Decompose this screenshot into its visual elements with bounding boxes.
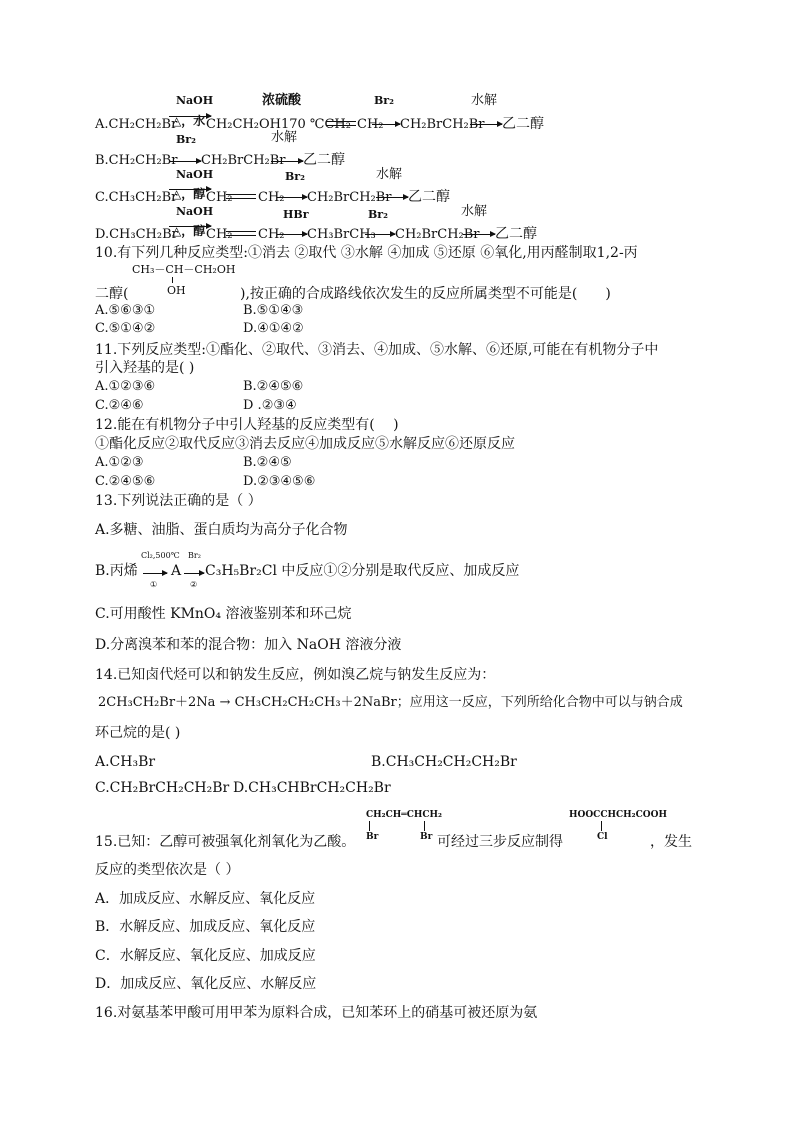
q9d-hydrolysis: 水解: [461, 204, 488, 219]
q9c-mid: CH₂: [206, 190, 233, 205]
q15-reactant-bond1: [369, 821, 370, 831]
q10-option-d: D.④①④②: [243, 321, 304, 336]
q9c-label: C.CH₃CH₂Br: [95, 190, 178, 205]
q12-stem-line2: ①酯化反应②取代反应③消去反应④加成反应⑤水解反应⑥还原反应: [95, 436, 515, 452]
q9c-end: 乙二醇: [408, 189, 450, 205]
q16-stem: 16.对氨基苯甲酸可用甲苯为原料合成，已知苯环上的硝基可被还原为氨: [95, 1005, 538, 1021]
q10-option-c: C.⑤①④②: [95, 321, 156, 336]
q10-stem-line2b: ),按正确的合成路线依次发生的反应所属类型不可能是( ): [240, 286, 611, 302]
q9c-br2: Br₂: [285, 170, 305, 183]
q13-b-cond2: Br₂: [188, 551, 201, 560]
q9d-end: 乙二醇: [495, 226, 537, 242]
q15-stem-post: ，发生: [650, 834, 692, 850]
q9a-arrow3: [470, 124, 502, 125]
q9d-arrow4: [463, 234, 495, 235]
q9a-hydrolysis: 水解: [471, 93, 498, 108]
q14-stem: 14.已知卤代烃可以和钠发生反应，例如溴乙烷与钠发生反应为：: [95, 667, 496, 683]
q12-stem-line1: 12.能在有机物分子中引人羟基的反应类型有( ): [95, 417, 399, 433]
q9d-double-bond: [226, 231, 256, 236]
q13-option-c: C.可用酸性 KMnO₄ 溶液鉴别苯和环己烷: [95, 606, 352, 622]
q9c-prod: CH₂BrCH₂Br: [307, 190, 392, 205]
q9a-br2: Br₂: [374, 94, 394, 107]
q9b-label: B.CH₂CH₂Br: [95, 153, 178, 168]
q14-stem2: 环己烷的是( ): [95, 725, 181, 741]
q9a-cond: △，水: [172, 114, 206, 128]
q10-structure-oh: OH: [167, 284, 186, 297]
q15-option-b: B．水解反应、加成反应、氧化反应: [95, 919, 316, 935]
q11-stem-line1: 11.下列反应类型:①酯化、②取代、③消去、④加成、⑤水解、⑥还原,可能在有机物分子中: [95, 342, 659, 358]
q14-option-c: C.CH₂BrCH₂CH₂Br: [95, 780, 230, 796]
q11-stem-line2: 引入羟基的是( ): [95, 360, 195, 376]
q9d-arrow3: [365, 234, 395, 235]
q15-reactant-br1: Br: [366, 832, 379, 842]
q13-b-cond1: Cl₂,500℃: [141, 551, 180, 560]
q9b-prod: CH₂BrCH₂Br: [201, 153, 286, 168]
q9a-label: A.CH₂CH₂Br: [95, 117, 178, 132]
q15-reactant-top: CH₂CH═CHCH₂: [366, 810, 442, 820]
q15-product-cl: Cl: [597, 832, 608, 842]
q13-option-d: D.分离溴苯和苯的混合物：加入 NaOH 溶液分液: [95, 637, 402, 653]
q9d-hbr: HBr: [283, 208, 309, 221]
q10-stem-line2a: 二醇(: [95, 286, 129, 302]
q14-option-d: D.CH₃CHBrCH₂CH₂Br: [233, 780, 391, 796]
q9b-end: 乙二醇: [303, 152, 345, 168]
q12-option-c: C.②④⑤⑥: [95, 474, 156, 489]
q9c-double-bond: [226, 194, 256, 199]
q13-b-num2: ②: [190, 580, 198, 589]
q14-equation: 2CH₃CH₂Br＋2Na → CH₃CH₂CH₂CH₃＋2NaBr；应用这一反应，下列所给化合物中可以与钠合成: [98, 695, 683, 710]
q9b-br2: Br₂: [176, 133, 196, 146]
q10-option-b: B.⑤①④③: [243, 303, 304, 318]
q11-option-d: D .②③④: [243, 398, 297, 413]
q15-product-bond: [601, 821, 602, 831]
q11-option-a: A.①②③⑥: [95, 379, 156, 394]
q9c-arrow3: [376, 197, 408, 198]
q9d-mid2: CH₂: [258, 227, 285, 242]
q15-product-top: HOOCCHCH₂COOH: [569, 810, 667, 820]
q13-option-a: A.多糖、油脂、蛋白质均为高分子化合物: [95, 522, 348, 538]
q9c-hydrolysis: 水解: [376, 167, 403, 182]
q9a-prod: CH₂BrCH₂Br: [400, 117, 485, 132]
q10-stem-line1: 10.有下列几种反应类型:①消去 ②取代 ③水解 ④加成 ⑤还原 ⑥氧化,用丙醛制取1,2-丙: [95, 245, 638, 261]
q11-option-b: B.②④⑤⑥: [243, 379, 304, 394]
q15-stem2: 反应的类型依次是（ ）: [95, 862, 240, 878]
q9c-cond: △，醇: [172, 187, 206, 201]
q15-stem-pre: 15.已知：乙醇可被强氧化剂氧化为乙酸。: [95, 834, 356, 850]
q9a-double-bond: [326, 121, 356, 126]
q9c-mid2: CH₂: [258, 190, 285, 205]
q9a-arrow2: [372, 124, 400, 125]
q9b-arrow2: [271, 161, 303, 162]
q15-reactant-bond2: [424, 821, 425, 831]
q11-option-c: C.②④⑥: [95, 398, 144, 413]
q14-option-a: A.CH₃Br: [95, 754, 156, 770]
q13-option-b-pre: B.丙烯: [95, 563, 138, 579]
q15-option-a: A．加成反应、水解反应、氧化反应: [95, 891, 316, 907]
q9d-label: D.CH₃CH₂Br: [95, 227, 178, 242]
q9a-h2so4: 浓硫酸: [262, 93, 302, 108]
q13-option-b-post: C₃H₅Br₂Cl 中反应①②分别是取代反应、加成反应: [205, 563, 520, 579]
q9a-end: 乙二醇: [502, 116, 544, 132]
q12-option-a: A.①②③: [95, 455, 144, 470]
q13-b-num1: ①: [150, 580, 158, 589]
q9b-arrow1: [169, 161, 201, 162]
q15-reactant-br2: Br: [420, 832, 433, 842]
q12-option-b: B.②④⑤: [243, 455, 292, 470]
q9c-naoh: NaOH: [176, 168, 214, 181]
q13-b-mid: A: [171, 563, 182, 579]
q10-option-a: A.⑤⑥③①: [95, 303, 156, 318]
q15-option-c: C．水解反应、氧化反应、加成反应: [95, 948, 316, 964]
q9d-mid: CH₂: [206, 227, 233, 242]
q13-b-arrow1: [143, 573, 167, 574]
q10-structure-top: CH₃－CH－CH₂OH: [132, 263, 236, 276]
q9d-arrow2: [277, 234, 307, 235]
q10-structure-bond: [172, 277, 173, 283]
q9d-br2: Br₂: [368, 208, 388, 221]
q15-option-d: D．加成反应、氧化反应、水解反应: [95, 976, 317, 992]
q9a-mid: CH₂CH₂OH170 ℃CH₂: [206, 117, 351, 132]
q9b-hydrolysis: 水解: [271, 130, 298, 145]
q9d-prod2: CH₂BrCH₂Br: [395, 227, 480, 242]
q9a-naoh: NaOH: [176, 94, 214, 107]
q9d-naoh: NaOH: [176, 205, 214, 218]
q9d-prod1: CH₃BrCH₃: [307, 227, 376, 242]
q9a-mid2: CH₂: [357, 117, 384, 132]
q13-b-arrow2: [184, 573, 204, 574]
q15-stem-mid: 可经过三步反应制得: [437, 834, 563, 850]
q14-option-b: B.CH₃CH₂CH₂CH₂Br: [371, 754, 517, 770]
q12-option-d: D.②③④⑤⑥: [243, 474, 316, 489]
q13-stem: 13.下列说法正确的是（ ）: [95, 493, 262, 509]
q9c-arrow2: [277, 197, 307, 198]
q9d-cond: △，醇: [172, 224, 206, 238]
